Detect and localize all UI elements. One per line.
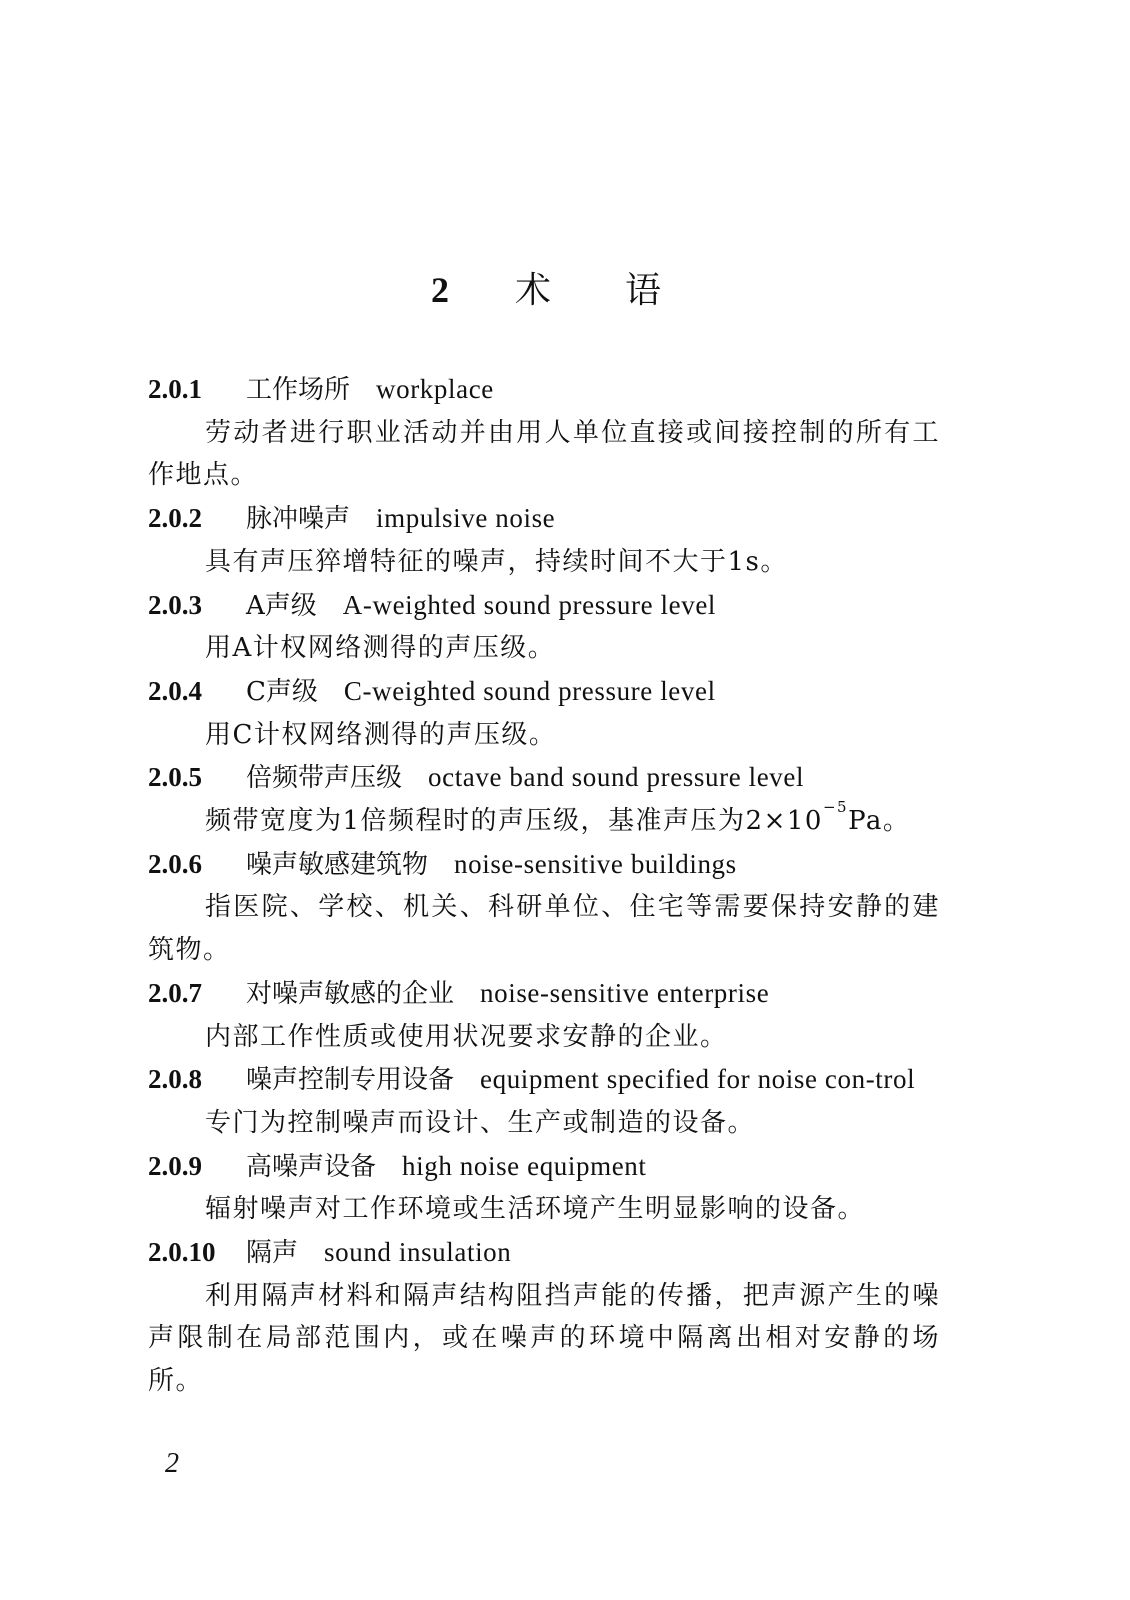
- term-number: 2.0.5: [148, 762, 202, 793]
- term-definition: [148, 714, 940, 757]
- term-number: 2.0.4: [148, 675, 202, 706]
- term-number: 2.0.9: [148, 1150, 202, 1181]
- term-english: C-weighted sound pressure level: [343, 675, 716, 706]
- term-chinese: 对噪声敏感的企业: [246, 978, 455, 1009]
- term-chinese: C声级: [246, 676, 318, 707]
- term-definition: [148, 886, 940, 971]
- term-entry: [148, 843, 940, 972]
- definition-text: 指医院、学校、机关、科研单位、住宅等需要保持安静的建筑物。: [148, 892, 940, 966]
- term-definition: [148, 800, 940, 843]
- term-english: workplace: [376, 374, 494, 404]
- term-heading: [148, 584, 940, 628]
- term-number: 2.0.8: [148, 1064, 202, 1095]
- term-number: 2.0.7: [148, 977, 202, 1008]
- term-chinese: 隔声: [246, 1238, 299, 1269]
- term-english: noise-sensitive enterprise: [480, 977, 770, 1008]
- term-entry: [148, 756, 940, 842]
- term-entry: [148, 972, 940, 1058]
- term-chinese: 噪声控制专用设备: [246, 1065, 455, 1096]
- term-definition: [148, 1016, 940, 1059]
- term-heading: [148, 843, 940, 887]
- term-definition: [148, 1188, 940, 1231]
- term-entry: [148, 1231, 940, 1403]
- term-heading: [148, 1231, 940, 1275]
- term-entry: [148, 1058, 940, 1144]
- term-entry: [148, 368, 940, 497]
- term-definition: [148, 541, 940, 584]
- term-chinese: 噪声敏感建筑物: [246, 849, 429, 880]
- term-number: 2.0.2: [148, 503, 202, 534]
- definition-text: 内部工作性质或使用状况要求安静的企业。: [205, 1021, 728, 1052]
- term-chinese: 工作场所: [246, 375, 351, 405]
- term-heading: [148, 497, 940, 541]
- term-heading: [148, 1058, 940, 1102]
- term-definition: [148, 627, 940, 670]
- definition-text: 频带宽度为1倍频程时的声压级，基准声压为2×10: [205, 806, 823, 837]
- term-definition: [148, 1275, 940, 1403]
- term-definition: [148, 1102, 940, 1145]
- term-english: sound insulation: [324, 1237, 512, 1268]
- term-entry: [148, 1145, 940, 1231]
- term-number: 2.0.3: [148, 589, 202, 620]
- definition-text: 专门为控制噪声而设计、生产或制造的设备。: [205, 1107, 756, 1138]
- exponent: −5: [822, 798, 849, 817]
- definition-text: 具有声压猝增特征的噪声，持续时间不大于1s。: [205, 546, 788, 577]
- term-entry: [148, 584, 940, 670]
- term-number: 2.0.6: [148, 848, 202, 879]
- term-english: A-weighted sound pressure level: [342, 589, 717, 620]
- term-entry: [148, 497, 940, 583]
- chapter-title-char: 语: [625, 270, 664, 311]
- definition-text: 劳动者进行职业活动并由用人单位直接或间接控制的所有工作地点。: [148, 417, 940, 491]
- definition-text: 用C计权网络测得的声压级。: [205, 719, 557, 750]
- term-english: noise-sensitive buildings: [454, 848, 737, 879]
- term-english: equipment specified for noise con-trol: [480, 1064, 916, 1095]
- term-chinese: A声级: [246, 590, 317, 621]
- definition-text: 辐射噪声对工作环境或生活环境产生明显影响的设备。: [205, 1194, 866, 1225]
- term-entry: [148, 670, 940, 756]
- terms-list: [148, 368, 940, 1403]
- term-heading: [148, 368, 940, 412]
- term-chinese: 脉冲噪声: [246, 504, 351, 535]
- chapter-number: 2: [430, 270, 451, 310]
- chapter-title-char: 术: [514, 270, 553, 311]
- term-chinese: 高噪声设备: [246, 1151, 377, 1182]
- chapter-title: [0, 262, 1130, 313]
- term-chinese: 倍频带声压级: [246, 763, 403, 794]
- term-definition: [148, 412, 940, 497]
- term-heading: [148, 670, 940, 714]
- term-heading: [148, 756, 940, 800]
- term-english: impulsive noise: [376, 503, 556, 534]
- term-number: 2.0.1: [148, 374, 202, 404]
- term-number: 2.0.10: [148, 1237, 216, 1268]
- term-english: high noise equipment: [402, 1150, 647, 1181]
- definition-text: 利用隔声材料和隔声结构阻挡声能的传播，把声源产生的噪声限制在局部范围内，或在噪声的环境中隔离出相对安静的场所。: [148, 1280, 940, 1397]
- definition-unit: Pa。: [848, 806, 911, 837]
- page-number: 2: [165, 1448, 179, 1479]
- term-heading: [148, 1145, 940, 1189]
- term-english: octave band sound pressure level: [428, 762, 805, 793]
- term-heading: [148, 972, 940, 1016]
- definition-text: 用A计权网络测得的声压级。: [205, 633, 556, 664]
